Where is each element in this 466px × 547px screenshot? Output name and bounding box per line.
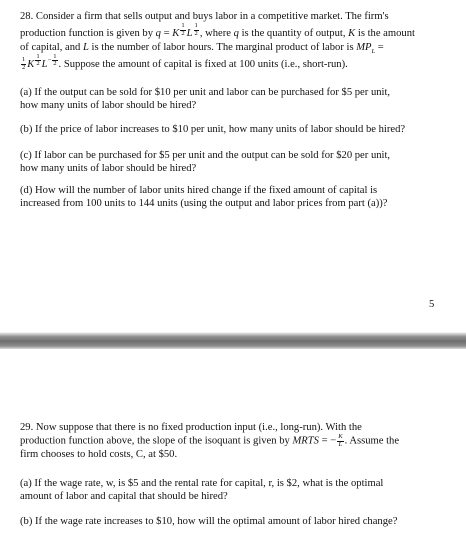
q28c-line-2: how many units of labor should be hired?: [20, 163, 197, 175]
question-28-part-a: [20, 86, 448, 112]
formula-K: K: [172, 28, 180, 40]
q28d-line-1: (d) How will the number of labor units hired change if the fixed amount of capital is: [20, 185, 378, 196]
question-29-part-a: [20, 477, 448, 503]
question-29-intro: [20, 421, 448, 462]
q28a-line-2: how many units of labor should be hired?: [20, 100, 197, 112]
page-separator: [0, 332, 466, 349]
q29a-line-1: (a) If the wage rate, w, is $5 and the rental rate for capital, r, is $2, what is the optimal: [20, 478, 384, 489]
k-over-l-fraction: $\frac{K}{L}$: [338, 433, 343, 448]
q28d-line-2: increased from 100 units to 144 units (using the output and labor prices from part (a))?: [20, 198, 388, 210]
q28a-line-1: (a) If the output can be sold for $10 per unit and labor can be purchased for $5 per unit,: [20, 87, 391, 98]
mp-label: MP: [356, 41, 372, 53]
q28-line-2: production function is given by q = K $^{\frac{1}{2}}$ L $^{\frac{1}{2}}$ , where q is the quantity of output, K is the amount: [20, 22, 415, 40]
q28b-line-1: (b) If the price of labor increases to $10 per unit, how many units of labor should be hired?: [20, 124, 406, 135]
q28-line-1: 28. Consider a firm that sells output and buys labor in a competitive market. The firm's: [20, 11, 389, 22]
formula-L: L: [186, 28, 193, 40]
formula-q: q: [155, 28, 161, 40]
question-28-part-b: [20, 123, 448, 136]
q28-line-4: $\frac{1}{2}$ K $^{\frac{1}{2}}$ $L^{- \frac{1}{2}}$ . Suppose the amount of capital is fixed at 100 units (i.e., short-run).: [22, 52, 348, 71]
q29-line-2: production function above, the slope of the isoquant is given by MRTS = − $\frac{K}{L}$ . Assume the: [20, 433, 400, 448]
mrts-label: MRTS: [292, 435, 319, 447]
question-28-intro: [20, 10, 448, 71]
question-29-part-b: [20, 515, 448, 528]
q29a-line-2: amount of labor and capital that should be hired?: [20, 491, 228, 503]
page-number: 5: [429, 299, 435, 310]
q29b-line-1: (b) If the wage rate increases to $10, how will the optimal amount of labor hired change?: [20, 516, 398, 527]
half-fraction: $\frac{1}{2}$: [22, 56, 26, 71]
q28-line-3: of capital, and L is the number of labor hours. The marginal product of labor is $MP_L$ =: [20, 41, 384, 55]
q29-line-3: firm chooses to hold costs, C, at $50.: [20, 449, 178, 461]
document-page-bottom: [0, 349, 466, 547]
question-28-part-c: [20, 149, 448, 175]
q28c-line-1: (c) If labor can be purchased for $5 per unit and the output can be sold for $20 per unit,: [20, 150, 391, 161]
question-28-part-d: [20, 184, 448, 210]
q29-line-1: 29. Now suppose that there is no fixed production input (i.e., long-run). With the: [20, 422, 362, 433]
